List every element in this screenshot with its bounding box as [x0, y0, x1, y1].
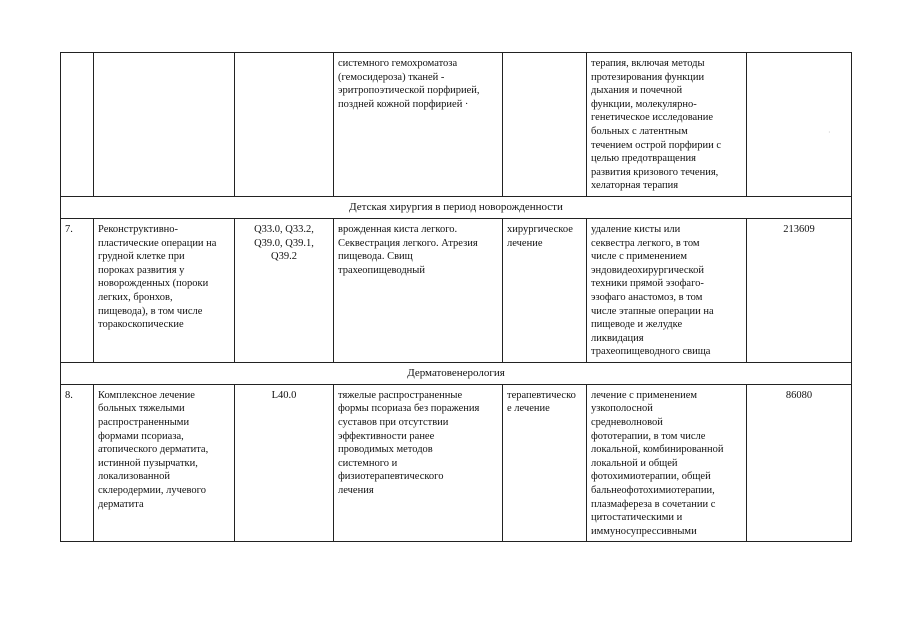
- table-row: [61, 218, 852, 362]
- row-number-cell: [61, 53, 94, 197]
- treatment-method-cell: лечение с применением узкополосной средневолновой фототерапии, в том числе локальной, комбинированной локальной и общей фотохимиотерапии, общей бальнеофотохимиотерапии, плазмафереза в сочетании с цитостатическими и иммуносупрессивными: [587, 384, 747, 542]
- patient-model-cell: тяжелые распространенные формы псориаза без поражения суставов при отсутствии эффективности ранее проводимых методов системного и физиотерапевтического лечения: [334, 384, 503, 542]
- treatment-type-cell: [503, 53, 587, 197]
- cost-cell: 213609: [747, 218, 852, 362]
- treatment-type-cell: терапевтическо е лечение: [503, 384, 587, 542]
- cost-cell: [747, 53, 852, 197]
- section-title: Дерматовенерология: [61, 362, 852, 384]
- care-name-cell: [94, 53, 235, 197]
- row-number-cell: 7.: [61, 218, 94, 362]
- icd-codes-cell: Q33.0, Q33.2, Q39.0, Q39.1, Q39.2: [235, 218, 334, 362]
- section-row: [61, 362, 852, 384]
- cost-cell: 86080: [747, 384, 852, 542]
- care-name-cell: Комплексное лечение больных тяжелыми распространенными формами псориаза, атопического дерматита, истинной пузырчатки, локализованной склеродермии, лучевого дерматита: [94, 384, 235, 542]
- care-name-cell: Реконструктивно- пластические операции на грудной клетке при пороках развития у новорожденных (пороки легких, бронхов, пищевода), в том числе торакоскопические: [94, 218, 235, 362]
- scan-speck: ·: [828, 128, 831, 137]
- icd-codes-cell: L40.0: [235, 384, 334, 542]
- row-number-cell: 8.: [61, 384, 94, 542]
- treatment-method-cell: терапия, включая методы протезирования функции дыхания и почечной функции, молекулярно- генетическое исследование больных с латентным течением острой порфирии с целью предотвращения развития кризового течения, хелаторная терапия: [587, 53, 747, 197]
- patient-model-cell: системного гемохроматоза (гемосидероза) тканей - эритропоэтической порфирией, поздней кожной порфирией ·: [334, 53, 503, 197]
- medical-care-table: [60, 52, 852, 542]
- treatment-type-cell: хирургическое лечение: [503, 218, 587, 362]
- section-title: Детская хирургия в период новорожденности: [61, 196, 852, 218]
- icd-codes-cell: [235, 53, 334, 197]
- treatment-method-cell: удаление кисты или секвестра легкого, в том числе с применением эндовидеохирургической техники прямой эзофаго- эзофаго анастомоз, в том числе этапные операции на пищеводе и желудке ликвидация трахеопищеводного свища: [587, 218, 747, 362]
- patient-model-cell: врожденная киста легкого. Секвестрация легкого. Атрезия пищевода. Свищ трахеопищеводный: [334, 218, 503, 362]
- section-row: [61, 196, 852, 218]
- table-row: [61, 53, 852, 197]
- table-row: [61, 384, 852, 542]
